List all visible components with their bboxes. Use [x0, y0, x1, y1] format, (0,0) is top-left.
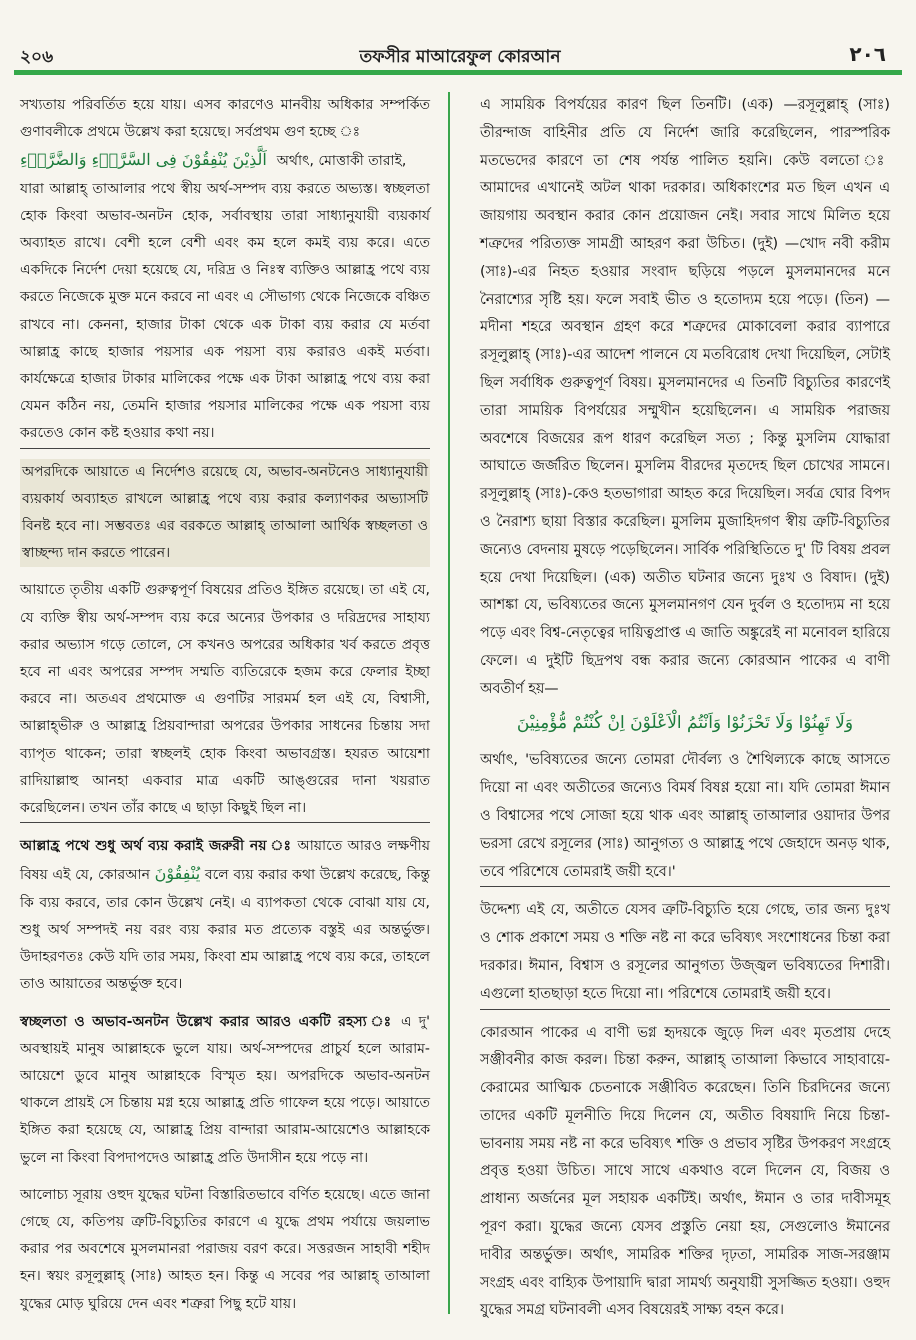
right-column	[480, 92, 890, 1325]
left-paragraph-6	[20, 1009, 430, 1172]
left-paragraph-5	[20, 833, 430, 998]
page-number-arabic: ٢٠٦	[849, 42, 886, 66]
right-paragraph-1: এ সাময়িক বিপর্যয়ের কারণ ছিল তিনটি। (এক) —রসূলুল্লাহ্ (সাঃ) তীরন্দাজ বাহিনীর প্রতি যে নির্দেশ জারি করেছিলেন, পারস্পরিক মতভেদের কারণে তা শেষ পর্যন্ত পালিত হয়নি। কেউ বলতো ঃ আমাদের এখানেই অটল থাকা দরকার। অধিকাংশের মত ছিল এখন এ জায়গায় অবস্থান করার কোন প্রয়োজন নেই। সবার সাথে মিলিত হয়ে শত্রুদের পরিত্যক্ত সামগ্রী আহরণ করা উচিত। (দুই) —খোদ নবী করীম (সাঃ)-এর নিহত হওয়ার সংবাদ ছড়িয়ে পড়লে মুসলমানদের মনে নৈরাশ্যের সৃষ্টি হয়। ফলে সবাই ভীত ও হতোদ্যম হয়ে পড়ে। (তিন) —মদীনা শহরে অবস্থান গ্রহণ করে শত্রুদের মোকাবেলা করার ব্যাপারে রসূলুল্লাহ্ (সাঃ)-এর আদেশ পালনে যে মতবিরোধ দেখা দিয়েছিল, সেটাই ছিল সর্বাধিক গুরুত্বপূর্ণ বিষয়। মুসলমানদের এ তিনটি বিচ্যুতির কারণেই তারা সাময়িক বিপর্যয়ের সম্মুখীন হয়েছিলেন। এ সাময়িক পরাজয় অবশেষে বিজয়ের রূপ ধারণ করেছিল সত্য ; কিন্তু মুসলিম যোদ্ধারা আঘাতে জর্জরিত ছিলেন। মুসলিম বীরদের মৃতদেহ ছিল চোখের সামনে। রসূলুল্লাহ্ (সাঃ)-কেও হতভাগারা আহত করে দিয়েছিল। সর্বত্র ঘোর বিপদ ও নৈরাশ্য ছায়া বিস্তার করেছিল। মুসলিম মুজাহিদগণ স্বীয় ত্রুটি-বিচ্যুতির জন্যেও বেদনায় মুষড়ে পড়েছিলেন। সার্বিক পরিস্থিতিতে দু' টি বিষয় প্রবল হয়ে দেখা দিয়েছিল। (এক) অতীত ঘটনার জন্যে দুঃখ ও বিষাদ। (দুই) আশঙ্কা যে, ভবিষ্যতের জন্যে মুসলমানগণ যেন দুর্বল ও হতোদ্যম না হয়ে পড়ে এবং বিশ্ব-নেতৃত্বের দায়িত্বপ্রাপ্ত এ জাতি অঙ্কুরেই না মনোবল হারিয়ে ফেলে। এ দুইটি ছিদ্রপথ বন্ধ করার জন্যে কোরআন পাকের এ বাণী অবতীর্ণ হয়—	[480, 97, 890, 697]
header-rule	[14, 70, 902, 75]
left-paragraph-2: যারা আল্লাহ্ তাআলার পথে স্বীয় অর্থ-সম্পদ ব্যয় করতে অভ্যস্ত। স্বচ্ছলতা হোক কিংবা অভাব-অনটন হোক, সর্বাবস্থায় তারা সাধ্যানুযায়ী ব্যয়কার্য অব্যাহত রাখে। বেশী হলে বেশী এবং কম হলে কমই ব্যয় করে। এতে একদিকে নির্দেশ দেয়া হয়েছে যে, দরিদ্র ও নিঃস্ব ব্যক্তিও আল্লাহ্র পথে ব্যয় করতে নিজেকে মুক্ত মনে করবে না এবং এ সৌভাগ্য থেকে নিজেকে বঞ্চিত রাখবে না। কেননা, হাজার টাকা থেকে এক টাকা ব্যয় করার যে মর্তবা আল্লাহ্র কাছে হাজার পয়সার এক পয়সা ব্যয় করারও একই মর্তবা। কার্যক্ষেত্রে হাজার টাকার মালিকের পক্ষে এক টাকা আল্লাহ্র পথে ব্যয় করা যেমন কঠিন নয়, তেমনি হাজার পয়সার মালিকের পক্ষে এক পয়সা ব্যয় করতেও কোন কষ্ট হওয়ার কথা নয়।	[20, 176, 430, 449]
arabic-verse-2: وَلَا تَهِنُوْا وَلَا تَحْزَنُوْا وَاَنْتُمُ الْاَعْلَوْنَ اِنْ كُنْتُمْ مُّؤْمِنِيْنَ	[516, 712, 854, 733]
right-paragraph-4: কোরআন পাকের এ বাণী ভগ্ন হৃদয়কে জুড়ে দিল এবং মৃতপ্রায় দেহে সঞ্জীবনীর কাজ করল। চিন্তা করুন, আল্লাহ্ তাআলা কিভাবে সাহাবায়ে-কেরামের আত্মিক চেতনাকে সঞ্জীবিত করেছেন। তিনি চিরদিনের জন্যে তাদের একটি মূলনীতি দিয়ে দিলেন যে, অতীত বিষয়াদি নিয়ে চিন্তা-ভাবনায় সময় নষ্ট না করে ভবিষ্যৎ শক্তি ও প্রভাব সৃষ্টির উপকরণ সংগ্রহে প্রবৃত্ত হওয়া উচিত। সাথে সাথে একথাও বলে দিলেন যে, বিজয় ও প্রাধান্য অর্জনের মূল সহায়ক একটিই। অর্থাৎ, ঈমান ও তার দাবীসমূহ পূরণ করা। যুদ্ধের জন্যে যেসব প্রস্তুতি নেয়া হয়, সেগুলোও ঈমানের দাবীর অন্তর্ভুক্ত। অর্থাৎ, সামরিক শক্তির দৃঢ়তা, সামরিক সাজ-সরঞ্জাম সংগ্রহ এবং বাহ্যিক উপায়াদি দ্বারা সামর্থ্য অনুযায়ী সুসজ্জিত হওয়া। ওহুদ যুদ্ধের সমগ্র ঘটনাবলী এসব বিষয়েরই সাক্ষ্য বহন করে।	[480, 1024, 890, 1319]
page-number-bengali: ২০৬	[20, 47, 54, 67]
section-heading-spending: আল্লাহ্র পথে শুধু অর্থ ব্যয় করাই জরুরী নয় ঃ	[20, 838, 292, 855]
left-paragraph-6-body: এ দু' অবস্থায়ই মানুষ আল্লাহকে ভুলে যায়। অর্থ-সম্পদের প্রাচুর্য হলে আরাম-আয়েশে ডুবে মানুষ আল্লাহকে বিস্মৃত হয়। অপরদিকে অভাব-অনটন থাকলে প্রায়ই সে চিন্তায় মগ্ন হয়ে আল্লাহ্র প্রতি গাফেল হয়ে পড়ে। আয়াতে ইঙ্গিত করা হয়েছে যে, আল্লাহ্র প্রিয় বান্দারা আরাম-আয়েশেও আল্লাহকে ভুলে না কিংবা বিপদাপদেও আল্লাহ্র প্রতি উদাসীন হয়ে পড়ে না।	[20, 1013, 430, 1166]
right-paragraph-2: অর্থাৎ, 'ভবিষ্যতের জন্যে তোমরা দৌর্বল্য ও শৈথিল্যকে কাছে আসতে দিয়ো না এবং অতীতের জন্যেও বিমর্ষ বিষণ্ণ হয়ো না। যদি তোমরা ঈমান ও বিশ্বাসের পথে সোজা হয়ে থাক এবং আল্লাহ্ তাআলার ওয়াদার উপর ভরসা রেখে রসূলের (সাঃ) আনুগত্য ও আল্লাহ্র পথে জেহাদে অনড় থাক, তবে পরিশেষে তোমরাই জয়ী হবে।'	[480, 747, 890, 887]
left-paragraph-7: আলোচ্য সূরায় ওহুদ যুদ্ধের ঘটনা বিস্তারিতভাবে বর্ণিত হয়েছে। এতে জানা গেছে যে, কতিপয় ত্রুটি-বিচ্যুতির কারণে এ যুদ্ধে প্রথম পর্যায়ে জয়লাভ করার পর অবশেষে মুসলমানরা পরাজয় বরণ করে। সত্তরজন সাহাবী শহীদ হন। স্বয়ং রসূলুল্লাহ্ (সাঃ) আহত হন। কিন্তু এ সবের পর আল্লাহ্ তাআলা যুদ্ধের মোড় ঘুরিয়ে দেন এবং শত্রুরা পিছু হটে যায়।	[20, 1186, 430, 1312]
section-heading-mystery: স্বচ্ছলতা ও অভাব-অনটন উল্লেখ করার আরও একটি রহস্য ঃ	[20, 1013, 394, 1030]
verse-translation-lead: অর্থাৎ, মোত্তাকী তারাই,	[276, 153, 407, 170]
arabic-word-yunfiqun: يُنْفِقُوْنَ	[154, 864, 201, 884]
left-column	[20, 92, 430, 1318]
left-paragraph-1: সখ্যতায় পরিবর্তিত হয়ে যায়। এসব কারণেও মানবীয় অধিকার সম্পর্কিত গুণাবলীকে প্রথমে উল্লেখ করা হয়েছে। সর্বপ্রথম গুণ হচ্ছে ঃ	[20, 97, 430, 141]
page-header	[0, 0, 916, 86]
arabic-verse-1: اَلَّذِيْنَ يُنْفِقُوْنَ فِى السَّرَّاۤءِ وَالضَّرَّاۤءِ	[20, 150, 267, 170]
running-title: তফসীর মাআরেফুল কোরআন	[359, 47, 561, 67]
left-paragraph-4: আয়াতে তৃতীয় একটি গুরুত্বপূর্ণ বিষয়ের প্রতিও ইঙ্গিত রয়েছে। তা এই যে, যে ব্যক্তি স্বীয় অর্থ-সম্পদ ব্যয় করে অন্যের উপকার ও দরিদ্রদের সাহায্য করার অভ্যাস গড়ে তোলে, সে কখনও অপরের অধিকার খর্ব করতে প্রবৃত্ত হবে না এবং অপরের সম্পদ সম্মতি ব্যতিরেকে হজম করে ফেলার ইচ্ছা করবে না। অতএব প্রথমোক্ত এ গুণটির সারমর্ম হল এই যে, বিশ্বাসী, আল্লাহ্ভীরু ও আল্লাহ্র প্রিয়বান্দারা অপরের উপকার সাধনের চিন্তায় সদা ব্যাপৃত থাকেন; তারা স্বচ্ছলই হোক কিংবা অভাবগ্রস্ত। হযরত আয়েশা রাদিয়াল্লাহু আনহা একবার মাত্র একটি আঙ্গুরের দানা খয়রাত করেছিলেন। তখন তাঁর কাছে এ ছাড়া কিছুই ছিল না।	[20, 577, 430, 823]
left-paragraph-5a: আয়াতে আরও লক্ষণীয় বিষয় এই যে, কোরআন	[20, 838, 430, 884]
verse-line-1	[20, 146, 430, 175]
left-paragraph-3: অপরদিকে আয়াতে এ নির্দেশও রয়েছে যে, অভাব-অনটনেও সাধ্যানুযায়ী ব্যয়কার্য অব্যাহত রাখলে আল্লাহ্র পথে ব্যয় করার কল্যাণকর অভ্যাসটি বিনষ্ট হবে না। সম্ভবতঃ এর বরকতে আল্লাহ্ তাআলা আর্থিক স্বচ্ছলতা ও স্বাচ্ছন্দ্য দান করতে পারেন।	[20, 459, 430, 568]
right-paragraph-3: উদ্দেশ্য এই যে, অতীতে যেসব ত্রুটি-বিচ্যুতি হয়ে গেছে, তার জন্য দুঃখ ও শোক প্রকাশে সময় ও শক্তি নষ্ট না করে ভবিষ্যৎ সংশোধনের চিন্তা করা দরকার। ঈমান, বিশ্বাস ও রসূলের আনুগত্য উজ্জ্বল ভবিষ্যতের দিশারী। এগুলো হাতছাড়া হতে দিয়ো না। পরিশেষে তোমরাই জয়ী হবে।	[480, 897, 890, 1009]
left-paragraph-5b: বলে ব্যয় করার কথা উল্লেখ করেছে, কিন্তু কি ব্যয় করবে, তার কোন উল্লেখ নেই। এ ব্যাপকতা থেকে বোঝা যায় যে, শুধু অর্থ সম্পদই নয় বরং ব্যয় করার মত প্রত্যেক বস্তুই এর অন্তর্ভুক্ত। উদাহরণতঃ কেউ যদি তার সময়, কিংবা শ্রম আল্লাহ্র পথে ব্যয় করে, তাহলে তাও আয়াতের অন্তর্ভুক্ত হবে।	[20, 867, 431, 993]
column-divider	[448, 92, 450, 1314]
